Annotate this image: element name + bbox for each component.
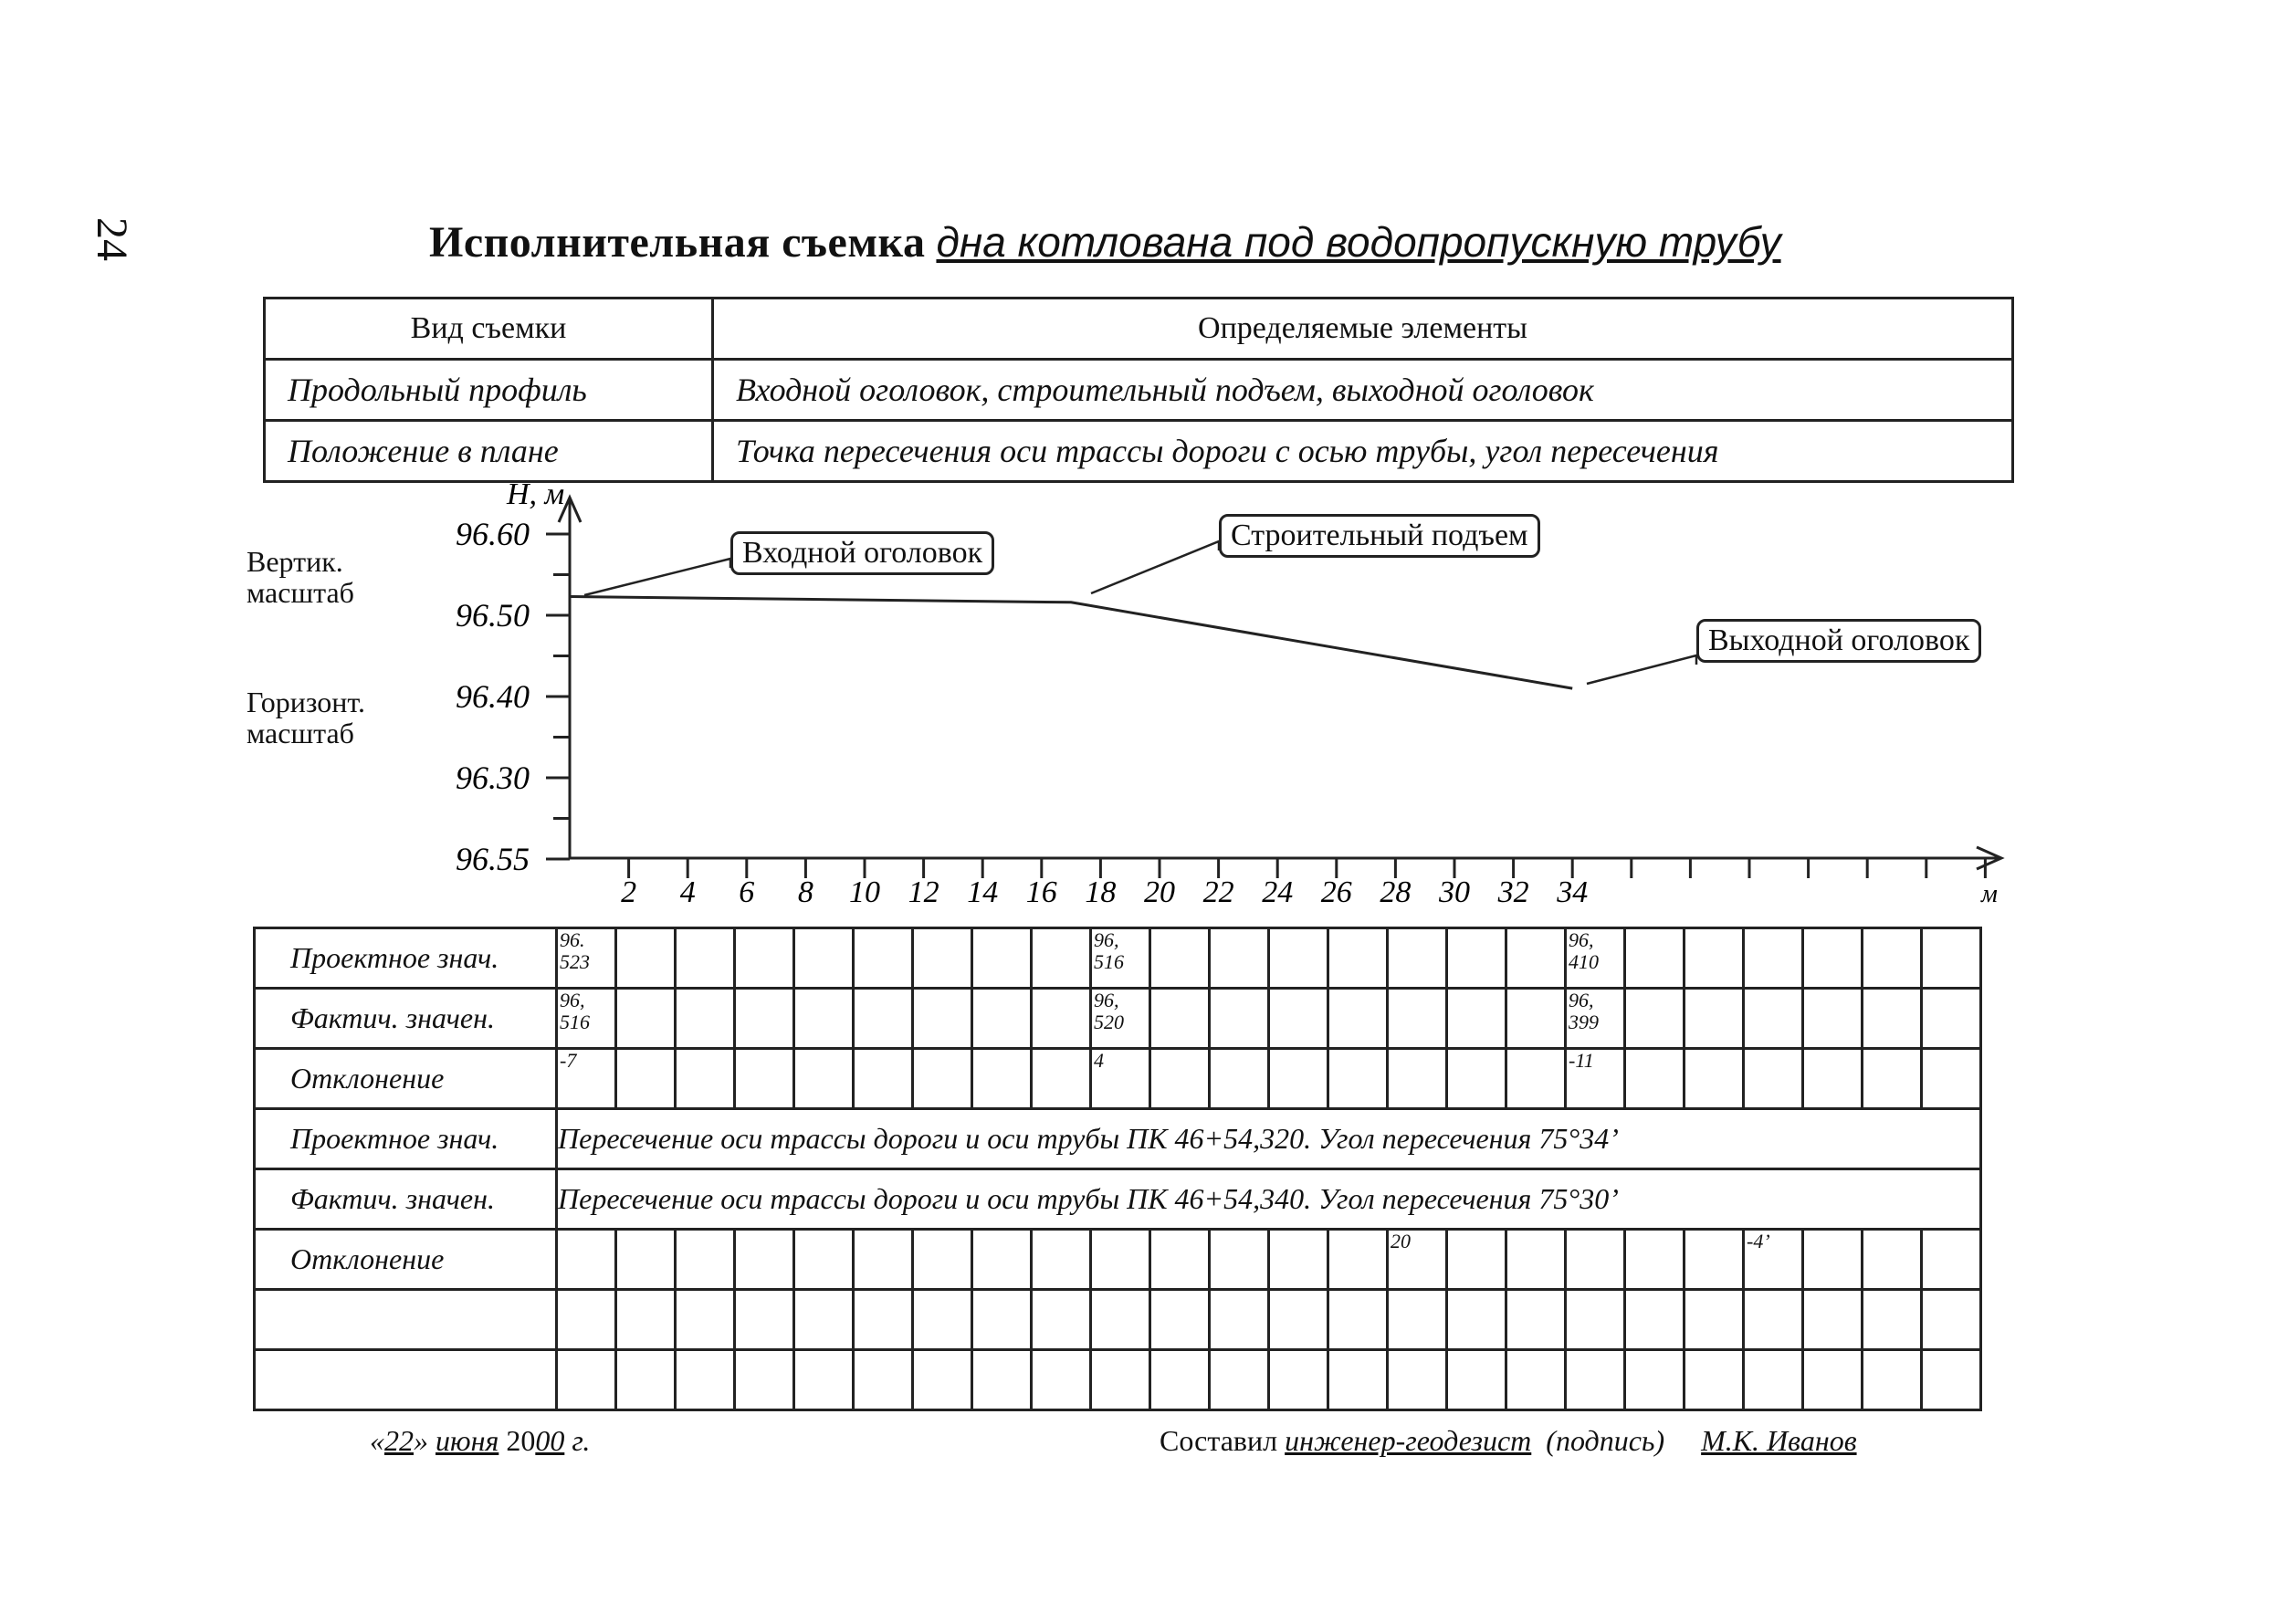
table-cell <box>794 1230 854 1290</box>
table-cell <box>735 1230 794 1290</box>
table-cell <box>676 1290 735 1350</box>
table-cell <box>616 1290 676 1350</box>
table-cell <box>1922 1350 1981 1410</box>
table-row <box>255 1109 1981 1169</box>
date-quote-open: « <box>370 1424 384 1457</box>
table-cell <box>735 1049 794 1109</box>
date-suffix: г. <box>564 1424 591 1457</box>
row-1-type: Продольный профиль <box>265 360 713 421</box>
table-row <box>255 989 1981 1049</box>
table-cell <box>557 1049 616 1109</box>
date-year-a: 20 <box>506 1424 536 1457</box>
table-row <box>255 1230 1981 1290</box>
table-cell <box>1447 1350 1506 1410</box>
table-cell <box>1863 1290 1922 1350</box>
table-cell <box>1388 1350 1447 1410</box>
y-tick-label: 96.60 <box>456 516 530 552</box>
table-cell <box>1091 989 1150 1049</box>
table-cell <box>1863 928 1922 989</box>
table-cell <box>1506 1350 1566 1410</box>
date-quote-close: » <box>414 1424 428 1457</box>
table-cell <box>1744 928 1803 989</box>
table-cell <box>854 989 913 1049</box>
table-cell <box>676 989 735 1049</box>
table-cell <box>1150 1230 1210 1290</box>
row-2-type: Положение в плане <box>265 421 713 482</box>
y-axis-label: H, м <box>507 477 565 511</box>
x-tick-label: 18 <box>1085 875 1117 909</box>
table-cell <box>972 1290 1032 1350</box>
table-cell <box>1388 1290 1447 1350</box>
table-cell <box>557 989 616 1049</box>
cell-value: 523 <box>560 950 590 973</box>
callout-rise: Строительный подъем <box>1219 514 1540 558</box>
row-2-elements: Точка пересечения оси трассы дороги с осью трубы, угол пересечения <box>713 421 2013 482</box>
vertical-scale-line2: масштаб <box>247 576 354 609</box>
rise-leader <box>1091 541 1219 593</box>
table-cell <box>1150 1290 1210 1350</box>
cell-value: 399 <box>1569 1011 1599 1033</box>
table-cell <box>1091 928 1150 989</box>
table-cell <box>1269 1290 1328 1350</box>
callout-outlet: Выходной оголовок <box>1696 619 1981 663</box>
table-cell <box>1803 1350 1863 1410</box>
signature-placeholder: (подпись) <box>1546 1424 1665 1457</box>
cell-value: 96, <box>1094 928 1119 951</box>
page-number: 24 <box>88 217 136 261</box>
table-cell <box>1922 1230 1981 1290</box>
table-cell <box>676 1049 735 1109</box>
row-label: Проектное знач. <box>255 1109 557 1169</box>
table-cell <box>1210 1230 1269 1290</box>
table-cell <box>794 1290 854 1350</box>
table-cell <box>794 1350 854 1410</box>
table-cell <box>1803 928 1863 989</box>
table-cell <box>913 1049 972 1109</box>
table-cell <box>1506 1290 1566 1350</box>
table-cell <box>1566 928 1625 989</box>
x-tick-label: 26 <box>1320 875 1352 909</box>
table-cell <box>794 928 854 989</box>
table-cell <box>1269 989 1328 1049</box>
table-cell <box>1744 1290 1803 1350</box>
table-cell <box>1922 989 1981 1049</box>
table-cell <box>1210 1290 1269 1350</box>
row-label <box>255 1290 557 1350</box>
x-tick-label: 34 <box>1557 875 1589 909</box>
cell-value: 96, <box>1094 989 1119 1011</box>
table-cell <box>1328 1350 1388 1410</box>
table-cell <box>1685 928 1744 989</box>
table-cell <box>913 1290 972 1350</box>
table-cell <box>913 928 972 989</box>
table-cell <box>1210 989 1269 1049</box>
table-cell <box>616 1350 676 1410</box>
table-cell <box>1922 928 1981 989</box>
callout-inlet: Входной оголовок <box>730 531 994 575</box>
table-cell <box>1388 989 1447 1049</box>
table-row <box>255 1169 1981 1230</box>
x-tick-label: 4 <box>679 875 696 909</box>
row-label: Отклонение <box>255 1049 557 1109</box>
inlet-leader <box>584 559 730 595</box>
table-cell <box>1803 1049 1863 1109</box>
table-cell <box>1922 1049 1981 1109</box>
cell-value: 96, <box>1569 928 1594 951</box>
cell-value: -7 <box>560 1049 577 1072</box>
table-cell <box>1625 1290 1685 1350</box>
table-cell <box>1744 989 1803 1049</box>
cell-value: 520 <box>1094 1011 1124 1033</box>
table-cell <box>1685 1049 1744 1109</box>
table-cell <box>1447 1290 1506 1350</box>
table-cell <box>735 928 794 989</box>
table-cell <box>1506 1230 1566 1290</box>
y-tick-label: 96.50 <box>456 597 530 634</box>
cell-value: -4’ <box>1747 1230 1770 1252</box>
profile-line <box>570 597 1572 689</box>
table-cell <box>616 989 676 1049</box>
x-axis-unit-label: м <box>1981 880 1998 908</box>
table-cell <box>972 1049 1032 1109</box>
table-cell <box>1744 1350 1803 1410</box>
table-cell <box>735 989 794 1049</box>
vertical-scale-line1: Вертик. <box>247 545 343 578</box>
table-cell <box>854 1290 913 1350</box>
cell-value: 96. <box>560 928 585 951</box>
row-label: Отклонение <box>255 1230 557 1290</box>
header-survey-type: Вид съемки <box>265 299 713 360</box>
x-tick-label: 16 <box>1025 875 1057 909</box>
x-tick-label: 20 <box>1144 875 1175 909</box>
table-cell <box>854 928 913 989</box>
cell-value: 96, <box>560 989 585 1011</box>
table-cell <box>1328 1230 1388 1290</box>
cell-value: -11 <box>1569 1049 1594 1072</box>
table-cell <box>1803 1290 1863 1350</box>
outlet-leader <box>1587 655 1696 684</box>
table-cell <box>1269 928 1328 989</box>
table-cell <box>735 1350 794 1410</box>
table-cell <box>1566 1290 1625 1350</box>
table-cell <box>1566 1350 1625 1410</box>
y-tick-label: 96.30 <box>456 760 530 796</box>
row-span-text: Пересечение оси трассы дороги и оси трубы ПК 46+54,320. Угол пересечения 75°34’ <box>557 1109 1981 1169</box>
table-cell <box>557 928 616 989</box>
footer-compiled <box>1160 1424 1857 1458</box>
table-cell <box>1566 989 1625 1049</box>
table-cell <box>557 1290 616 1350</box>
date-day: 22 <box>384 1424 414 1457</box>
table-cell <box>794 989 854 1049</box>
table-cell <box>1269 1049 1328 1109</box>
table-cell <box>1625 989 1685 1049</box>
table-cell <box>1032 989 1091 1049</box>
x-tick-label: 12 <box>908 875 939 909</box>
table-cell <box>1863 989 1922 1049</box>
measurement-table <box>253 927 1982 1411</box>
cell-value: 516 <box>560 1011 590 1033</box>
title-handwritten: дна котлована под водопропускную трубу <box>936 218 1781 266</box>
table-cell <box>1032 1049 1091 1109</box>
x-tick-label: 14 <box>967 875 999 909</box>
x-tick-label: 32 <box>1497 875 1529 909</box>
table-cell <box>1506 1049 1566 1109</box>
table-cell <box>1566 1230 1625 1290</box>
table-cell <box>1328 928 1388 989</box>
table-cell <box>676 1350 735 1410</box>
table-cell <box>854 1049 913 1109</box>
table-cell <box>1032 1290 1091 1350</box>
table-cell <box>1032 928 1091 989</box>
table-cell <box>1269 1230 1328 1290</box>
table-cell <box>972 928 1032 989</box>
table-cell <box>1388 1049 1447 1109</box>
table-cell <box>854 1230 913 1290</box>
table-row <box>255 1290 1981 1350</box>
table-cell <box>1803 1230 1863 1290</box>
header-elements: Определяемые элементы <box>713 299 2013 360</box>
table-cell <box>1506 989 1566 1049</box>
row-span-text: Пересечение оси трассы дороги и оси трубы ПК 46+54,340. Угол пересечения 75°30’ <box>557 1169 1981 1230</box>
compiler-name: М.К. Иванов <box>1701 1424 1857 1457</box>
table-cell <box>1388 1230 1447 1290</box>
x-tick-label: 10 <box>849 875 880 909</box>
cell-value: 4 <box>1094 1049 1104 1072</box>
cell-value: 20 <box>1391 1230 1411 1252</box>
table-cell <box>972 1230 1032 1290</box>
cell-value: 410 <box>1569 950 1599 973</box>
table-cell <box>1032 1230 1091 1290</box>
table-cell <box>1091 1230 1150 1290</box>
table-cell <box>616 1230 676 1290</box>
table-cell <box>1210 1049 1269 1109</box>
horizontal-scale-line1: Горизонт. <box>247 686 365 718</box>
compiled-by: Составил <box>1160 1424 1278 1457</box>
table-row <box>255 1049 1981 1109</box>
x-tick-label: 28 <box>1380 875 1412 909</box>
table-cell <box>913 1350 972 1410</box>
x-tick-label: 22 <box>1202 875 1234 909</box>
row-label <box>255 1350 557 1410</box>
table-cell <box>1685 1350 1744 1410</box>
row-1-elements: Входной оголовок, строительный подъем, выходной оголовок <box>713 360 2013 421</box>
table-cell <box>676 1230 735 1290</box>
footer-date <box>370 1424 590 1458</box>
table-cell <box>616 928 676 989</box>
table-cell <box>1625 928 1685 989</box>
x-tick-label: 30 <box>1439 875 1470 909</box>
table-cell <box>1863 1049 1922 1109</box>
table-cell <box>1328 1049 1388 1109</box>
table-cell <box>676 928 735 989</box>
table-cell <box>1150 989 1210 1049</box>
table-cell <box>1210 928 1269 989</box>
table-cell <box>854 1350 913 1410</box>
cell-value: 96, <box>1569 989 1594 1011</box>
table-cell <box>557 1230 616 1290</box>
table-cell <box>1032 1350 1091 1410</box>
date-year-b: 00 <box>535 1424 565 1457</box>
x-tick-label: 24 <box>1262 875 1294 909</box>
table-cell <box>616 1049 676 1109</box>
table-cell <box>1744 1049 1803 1109</box>
table-cell <box>1328 989 1388 1049</box>
table-cell <box>1685 1290 1744 1350</box>
table-cell <box>1922 1290 1981 1350</box>
table-cell <box>1091 1049 1150 1109</box>
table-cell <box>1447 928 1506 989</box>
table-cell <box>1150 1350 1210 1410</box>
horizontal-scale-line2: масштаб <box>247 717 354 749</box>
table-cell <box>1269 1350 1328 1410</box>
table-cell <box>1150 928 1210 989</box>
y-tick-label: 96.40 <box>456 678 530 715</box>
table-cell <box>1150 1049 1210 1109</box>
table-row <box>255 1350 1981 1410</box>
row-label: Проектное знач. <box>255 928 557 989</box>
table-cell <box>1210 1350 1269 1410</box>
table-cell <box>1863 1230 1922 1290</box>
table-cell <box>1388 928 1447 989</box>
table-cell <box>913 1230 972 1290</box>
table-cell <box>557 1350 616 1410</box>
table-cell <box>1091 1350 1150 1410</box>
table-row <box>255 928 1981 989</box>
x-tick-label: 8 <box>797 875 813 909</box>
table-cell <box>1625 1230 1685 1290</box>
x-tick-label: 2 <box>621 875 637 909</box>
table-cell <box>913 989 972 1049</box>
table-cell <box>1685 1230 1744 1290</box>
table-cell <box>1685 989 1744 1049</box>
table-cell <box>972 989 1032 1049</box>
table-cell <box>1447 1049 1506 1109</box>
x-tick-label: 6 <box>739 875 755 909</box>
row-label: Фактич. значен. <box>255 1169 557 1230</box>
y-tick-label: 96.55 <box>456 841 530 877</box>
date-month: июня <box>436 1424 499 1457</box>
table-cell <box>1744 1230 1803 1290</box>
row-label: Фактич. значен. <box>255 989 557 1049</box>
table-cell <box>1091 1290 1150 1350</box>
table-cell <box>1625 1049 1685 1109</box>
table-cell <box>1447 1230 1506 1290</box>
table-cell <box>794 1049 854 1109</box>
cell-value: 516 <box>1094 950 1124 973</box>
table-cell <box>1566 1049 1625 1109</box>
table-cell <box>1447 989 1506 1049</box>
title-bold: Исполнительная съемка <box>429 218 926 267</box>
table-cell <box>1506 928 1566 989</box>
compiler-role: инженер-геодезист <box>1285 1424 1532 1457</box>
table-cell <box>1328 1290 1388 1350</box>
table-cell <box>1625 1350 1685 1410</box>
table-cell <box>972 1350 1032 1410</box>
table-cell <box>735 1290 794 1350</box>
table-cell <box>1803 989 1863 1049</box>
table-cell <box>1863 1350 1922 1410</box>
